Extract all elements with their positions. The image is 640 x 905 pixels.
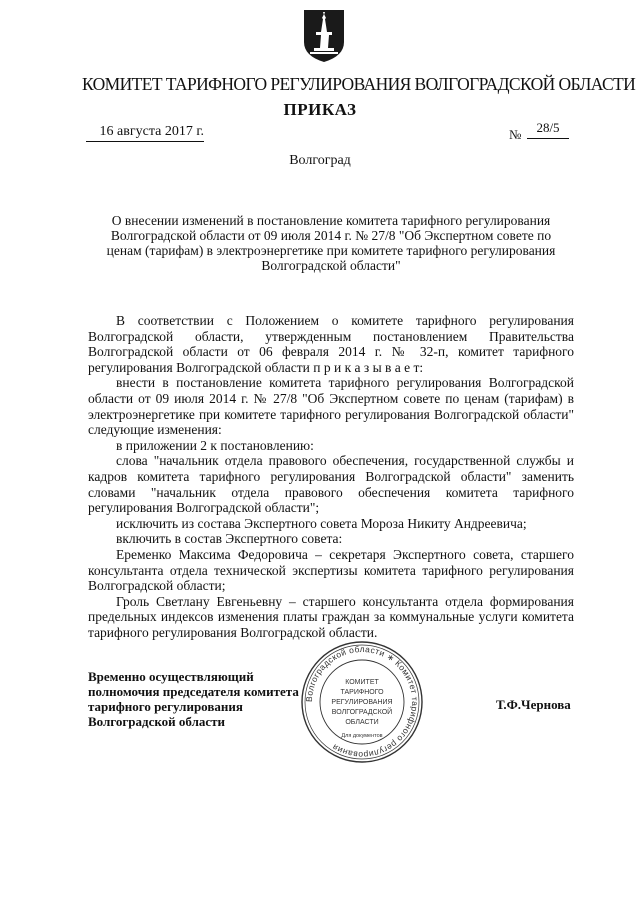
number-sign: № — [509, 127, 522, 142]
seal-center-line: КОМИТЕТ — [345, 679, 379, 686]
document-body — [88, 313, 574, 640]
body-paragraph: в приложении 2 к постановлению: — [116, 437, 314, 453]
document-subject: О внесении изменений в постановление комитета тарифного регулирования Волгоградской области от 09 июля 2014 г. № 27/8 "Об Экспертном совете по ценам (тарифам) в электроэнергетике при комитете тарифного регулирования Волгоградской области" — [106, 213, 556, 273]
body-paragraph: внести в постановление комитета тарифного регулирования Волгоградской области от 09 июля 2014 г. № 27/8 "Об Экспертном совете по ценам (тарифам) в электроэнергетике при комитете тарифного регулирования Волгоградской области" следующие изменения: — [88, 375, 574, 438]
seal-center-line: ТАРИФНОГО — [340, 689, 384, 696]
document-city: Волгоград — [289, 153, 351, 168]
signer-name: Т.Ф.Чернова — [496, 697, 571, 712]
document-date: 16 августа 2017 г. — [86, 124, 204, 142]
seal-bottom-text: Для документов — [341, 733, 383, 739]
official-round-seal-icon — [300, 640, 424, 764]
seal-center-line: РЕГУЛИРОВАНИЯ — [331, 699, 393, 706]
document-number: 28/5 — [527, 120, 569, 139]
volgograd-coat-of-arms-icon — [302, 8, 346, 64]
document-type-heading: ПРИКАЗ — [283, 100, 357, 119]
organization-title: КОМИТЕТ ТАРИФНОГО РЕГУЛИРОВАНИЯ ВОЛГОГРАДСКОЙ ОБЛАСТИ — [82, 74, 636, 94]
body-paragraph: В соответствии с Положением о комитете тарифного регулирования Волгоградской области, утвержденным постановлением Правительства Волгоградской области от 06 февраля 2014 г. № 32-п, комитет тарифного регулирования Волгоградской области п р и к а з ы в а е т: — [88, 313, 574, 375]
seal-center-line: ВОЛГОГРАДСКОЙ — [331, 709, 393, 716]
body-paragraph: включить в состав Экспертного совета: — [116, 531, 343, 547]
body-paragraph: Гроль Светлану Евгеньевну – старшего консультанта отдела формирования предельных индексов изменения платы граждан за коммунальные услуги комитета тарифного регулирования Волгоградской области. — [88, 593, 574, 640]
seal-ring-text: Волгоградской области ∗ Комитет тарифного регулирования — [303, 643, 421, 761]
body-paragraph: Еременко Максима Федоровича – секретаря Экспертного совета, старшего консультанта отдела технической экспертизы комитета тарифного регулирования Волгоградской области; — [88, 546, 574, 594]
seal-center-line: ОБЛАСТИ — [345, 719, 379, 726]
signer-position: Временно осуществляющий полномочия председателя комитета тарифного регулирования Волгоградской области — [88, 669, 299, 729]
body-paragraph: исключить из состава Экспертного совета Мороза Никиту Андреевича; — [116, 515, 527, 531]
body-paragraph: слова "начальник отдела правового обеспечения, государственной службы и кадров комитета тарифного регулирования Волгоградской области" заменить словами "начальник отдела правового обеспечения комитета тарифного регулирования Волгоградской области"; — [88, 453, 574, 516]
